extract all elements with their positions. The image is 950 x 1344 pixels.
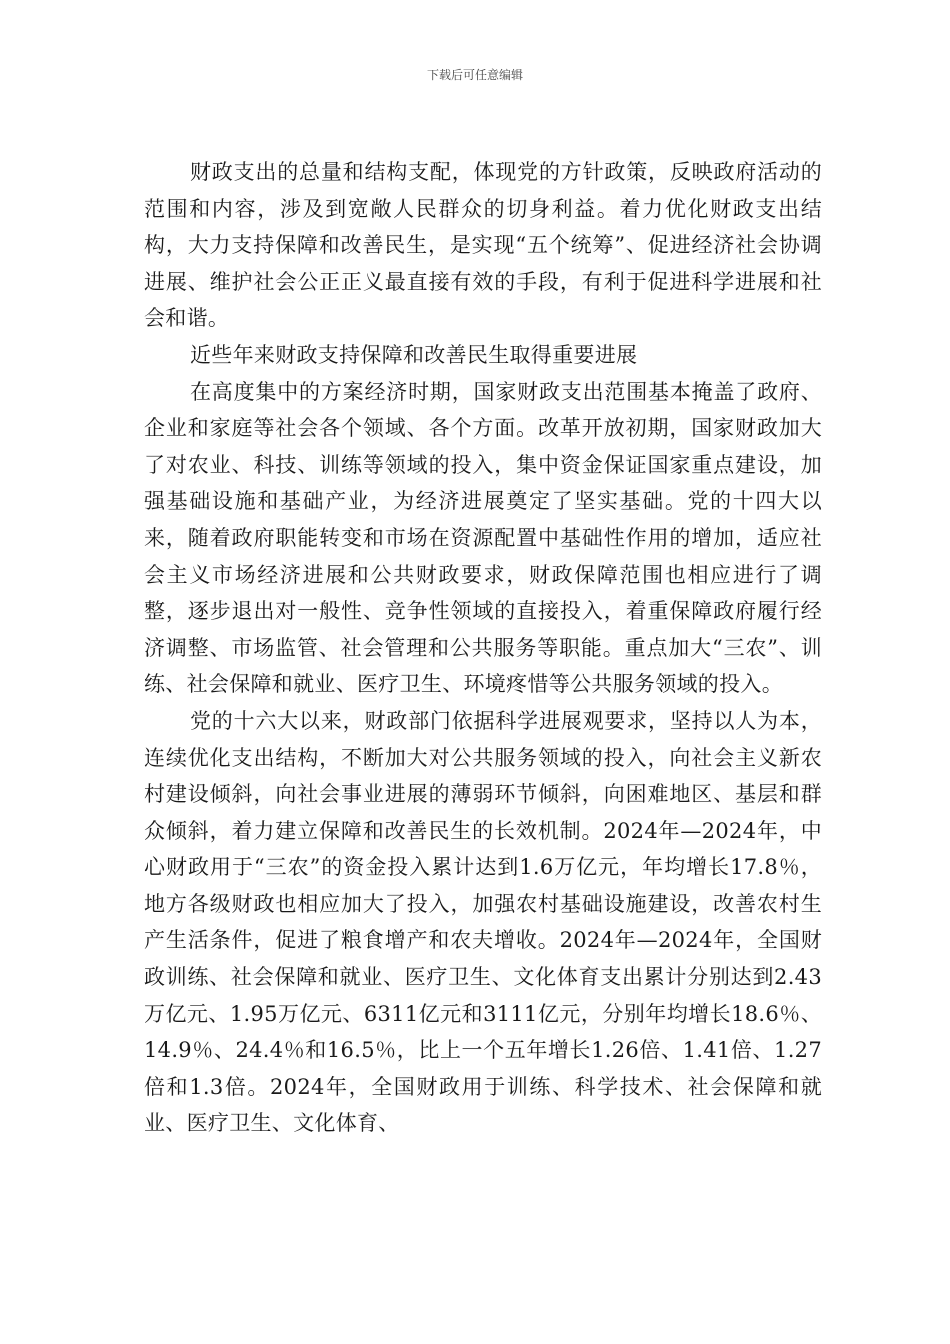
- section-heading: 近些年来财政支持保障和改善民生取得重要进展: [190, 342, 638, 367]
- document-body: [144, 154, 822, 1142]
- paragraph-progress: 党的十六大以来，财政部门依据科学进展观要求，坚持以人为本，连续优化支出结构，不断加大对公共服务领域的投入，向社会主义新农村建设倾斜，向社会事业进展的薄弱环节倾斜，向困难地区、基层和群众倾斜，着力建立保障和改善民生的长效机制。2024年—2024年，中心财政用于“三农”的资金投入累计达到1.6万亿元，年均增长17.8％，地方各级财政也相应加大了投入，加强农村基础设施建设，改善农村生产生活条件，促进了粮食增产和农夫增收。2024年—2024年，全国财政训练、社会保障和就业、医疗卫生、文化体育支出累计分别达到2.43万亿元、1.95万亿元、6311亿元和3111亿元，分别年均增长18.6％、14.9％、24.4％和16.5％，比上一个五年增长1.26倍、1.41倍、1.27倍和1.3倍。2024年，全国财政用于训练、科学技术、社会保障和就业、医疗卫生、文化体育、: [144, 708, 822, 1136]
- paragraph-history: 在高度集中的方案经济时期，国家财政支出范围基本掩盖了政府、企业和家庭等社会各个领域、各个方面。改革开放初期，国家财政加大了对农业、科技、训练等领域的投入，集中资金保证国家重点建设，加强基础设施和基础产业，为经济进展奠定了坚实基础。党的十四大以来，随着政府职能转变和市场在资源配置中基础性作用的增加，适应社会主义市场经济进展和公共财政要求，财政保障范围也相应进行了调整，逐步退出对一般性、竞争性领域的直接投入，着重保障政府履行经济调整、市场监管、社会管理和公共服务等职能。重点加大“三农”、训练、社会保障和就业、医疗卫生、环境疼惜等公共服务领域的投入。: [144, 379, 822, 697]
- header-note: 下载后可任意编辑: [426, 68, 523, 82]
- paragraph-intro: 财政支出的总量和结构支配，体现党的方针政策，反映政府活动的范围和内容，涉及到宽敞人民群众的切身利益。着力优化财政支出结构，大力支持保障和改善民生，是实现“五个统筹”、促进经济社会协调进展、维护社会公正正义最直接有效的手段，有利于促进科学进展和社会和谐。: [144, 160, 822, 331]
